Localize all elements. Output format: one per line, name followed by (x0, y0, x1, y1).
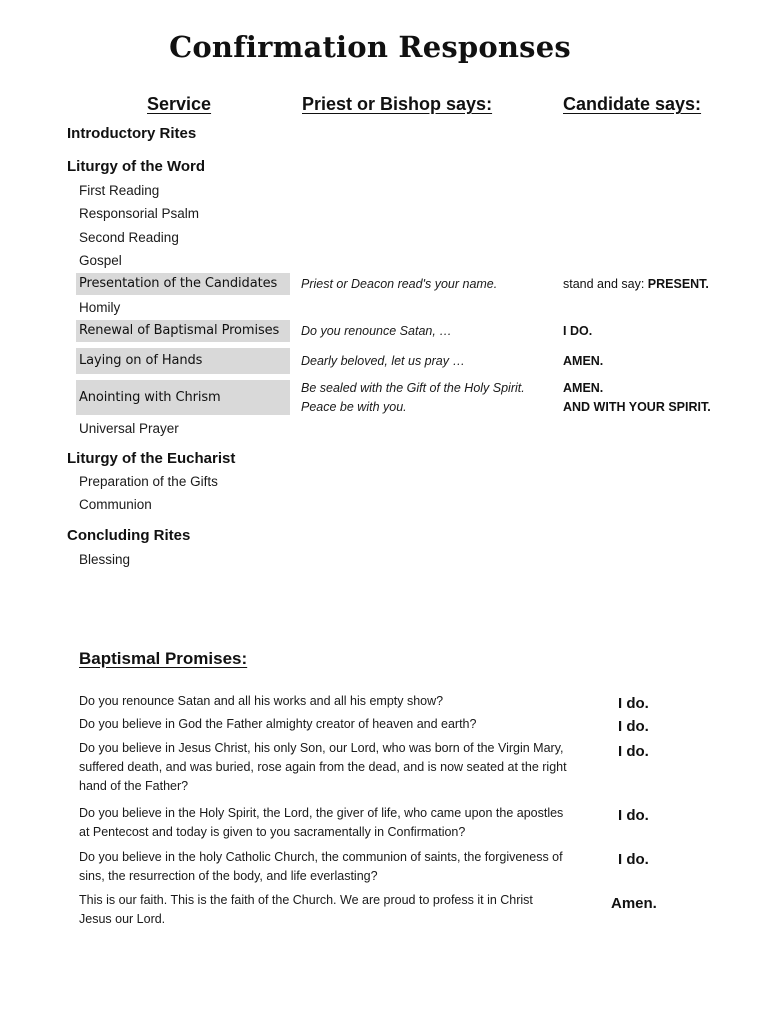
promise-question: Do you believe in Jesus Christ, his only Son, our Lord, who was born of the Virgin Mary, suffered death, and was buried, rose again from the dead, and is now seated at the right hand of the Father? (79, 741, 567, 793)
item-laying-on-of-hands: Laying on of Hands (79, 353, 203, 368)
promise-answer: I do. (618, 743, 649, 760)
item-presentation-of-candidates: Presentation of the Candidates (79, 276, 278, 291)
item-universal-prayer: Universal Prayer (79, 421, 179, 436)
priest-says-renewal: Do you renounce Satan, … (301, 324, 452, 338)
candidate-response-present: PRESENT. (647, 277, 709, 291)
item-communion: Communion (79, 497, 152, 512)
column-heading-service: Service (147, 94, 212, 114)
section-concluding-rites: Concluding Rites (67, 527, 191, 544)
priest-says-anointing-line2: Peace be with you. (301, 400, 407, 414)
candidate-prefix: stand and say: (563, 277, 648, 291)
promise-question: Do you believe in the Holy Spirit, the Lord, the giver of life, who came upon the apostles at Pentecost and today is given to you sacramentally in Confirmation? (79, 806, 564, 839)
promise-answer: I do. (618, 695, 649, 712)
promise-question: Do you believe in God the Father almighty creator of heaven and earth? (79, 717, 477, 731)
column-heading-candidate: Candidate says: (563, 94, 702, 114)
promise-answer: I do. (618, 851, 649, 868)
section-introductory-rites: Introductory Rites (67, 125, 197, 142)
item-responsorial-psalm: Responsorial Psalm (79, 206, 200, 221)
candidate-says-anointing-line2: AND WITH YOUR SPIRIT. (563, 400, 711, 414)
item-blessing: Blessing (79, 552, 131, 567)
item-second-reading: Second Reading (79, 230, 179, 245)
promise-question: Do you renounce Satan and all his works and all his empty show? (79, 694, 444, 708)
item-anointing-with-chrism: Anointing with Chrism (79, 390, 221, 405)
promise-answer: I do. (618, 807, 649, 824)
item-homily: Homily (79, 300, 121, 315)
promise-question: Do you believe in the holy Catholic Church, the communion of saints, the forgiveness of sins, the resurrection of the body, and life everlasting? (79, 850, 563, 883)
priest-says-presentation: Priest or Deacon read's your name. (301, 277, 498, 291)
column-heading-priest: Priest or Bishop says: (302, 94, 493, 114)
baptismal-promises-heading: Baptismal Promises: (79, 649, 248, 668)
page-title: Confirmation Responses (169, 30, 571, 64)
section-liturgy-of-the-word: Liturgy of the Word (67, 158, 206, 175)
section-liturgy-of-the-eucharist: Liturgy of the Eucharist (67, 450, 236, 467)
item-preparation-of-gifts: Preparation of the Gifts (79, 474, 218, 489)
candidate-says-anointing-line1: AMEN. (563, 381, 604, 395)
promise-answer: Amen. (611, 895, 657, 912)
priest-says-laying: Dearly beloved, let us pray … (301, 354, 465, 368)
item-gospel: Gospel (79, 253, 122, 268)
candidate-says-laying: AMEN. (563, 354, 604, 368)
promise-answer: I do. (618, 718, 649, 735)
promise-question: This is our faith. This is the faith of the Church. We are proud to profess it in Christ Jesus our Lord. (79, 893, 533, 926)
item-first-reading: First Reading (79, 183, 160, 198)
item-renewal-of-promises: Renewal of Baptismal Promises (79, 323, 280, 338)
priest-says-anointing-line1: Be sealed with the Gift of the Holy Spirit. (301, 381, 525, 395)
candidate-says-presentation (563, 277, 709, 291)
candidate-says-renewal: I DO. (563, 324, 593, 338)
